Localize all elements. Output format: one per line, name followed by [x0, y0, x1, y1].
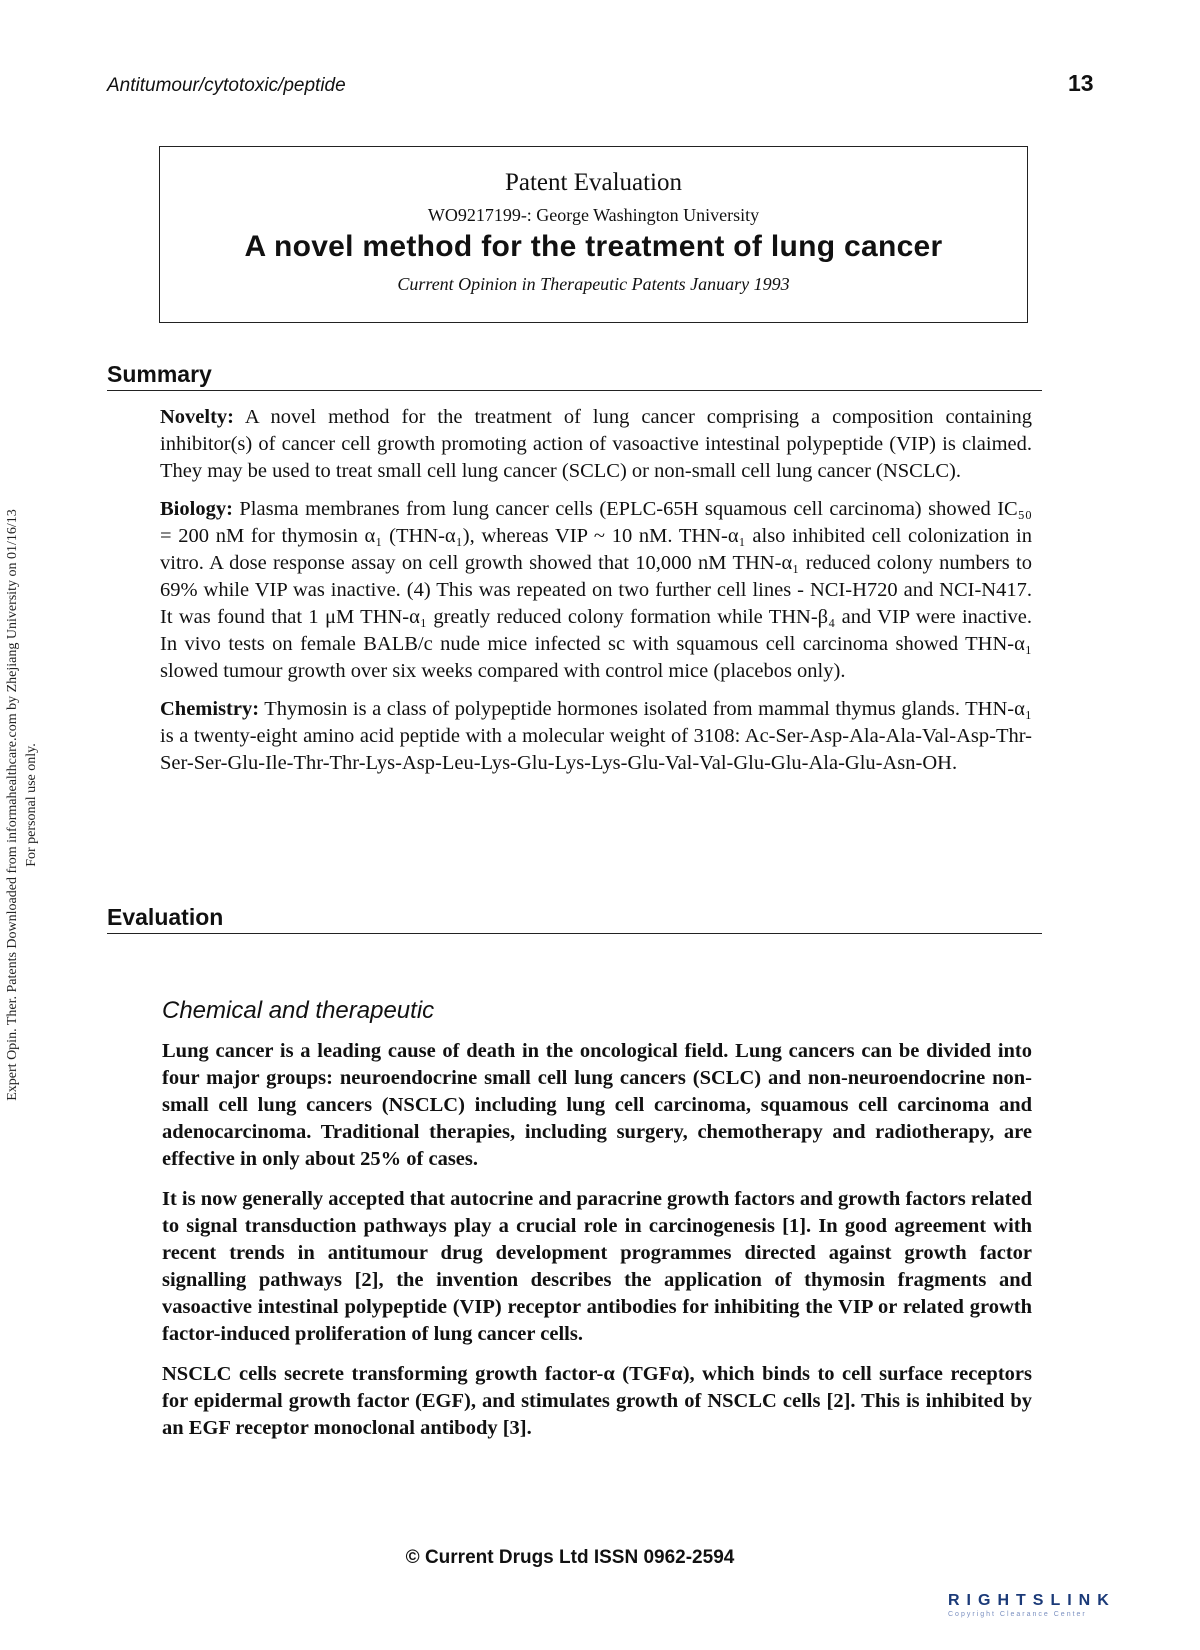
page-number: 13: [1068, 70, 1094, 96]
download-notice-line2: For personal use only.: [24, 743, 39, 867]
novelty-paragraph: [160, 404, 1032, 485]
biology-text: Plasma membranes from lung cancer cells (EPLC-65H squamous cell carcinoma) showed IC₅₀ = 200 nM for thymosin α₁ (THN-α₁), whereas VIP ~ 10 nM. THN-α₁ also inhibited cell colonization in vitro. A dose response assay on cell growth showed that 10,000 nM THN-α₁ reduced colony numbers to 69% while VIP was inactive. (4) This was repeated on two further cell lines - NCI-H720 and NCI-N417. It was found that 1 μM THN-α₁ greatly reduced colony formation while THN-β₄ and VIP were inactive. In vivo tests on female BALB/c nude mice infected sc with squamous cell carcinoma showed THN-α₁ slowed tumour growth over six weeks compared with control mice (placebos only).: [160, 498, 1032, 682]
evaluation-heading: Evaluation: [107, 904, 1042, 934]
title-box: [159, 146, 1028, 323]
rightslink-wordmark: RIGHTSLINK: [948, 1592, 1116, 1609]
summary-body: [160, 404, 1032, 788]
chemistry-label: Chemistry:: [160, 698, 260, 720]
evaluation-body: [162, 1038, 1032, 1455]
patent-number: WO9217199-: George Washington University: [427, 205, 760, 225]
evaluation-paragraph-2: It is now generally accepted that autocrine and paracrine growth factors and growth factors related to signal transduction pathways play a crucial role in carcinogenesis [1]. In good agreement with recent trends in antitumour drug development programmes directed against growth factor signalling pathways [2], the invention describes the application of thymosin fragments and vasoactive intestinal polypeptide (VIP) receptor antibodies for inhibiting the VIP or related growth factor-induced proliferation of lung cancer cells.: [162, 1188, 1032, 1345]
download-notice: [3, 435, 41, 1175]
journal-source: Current Opinion in Therapeutic Patents January 1993: [397, 274, 790, 294]
evaluation-subheading: Chemical and therapeutic: [162, 997, 435, 1024]
chemistry-paragraph: [160, 696, 1032, 777]
rightslink-tagline: Copyright Clearance Center: [948, 1611, 1087, 1618]
biology-paragraph: [160, 496, 1032, 685]
rightslink-logo[interactable]: [948, 1592, 1188, 1618]
novelty-label: Novelty:: [160, 406, 235, 428]
article-title: A novel method for the treatment of lung cancer: [244, 230, 943, 263]
evaluation-paragraph-1: Lung cancer is a leading cause of death in the oncological field. Lung cancers can be divided into four major groups: neuroendocrine small cell lung cancers (SCLC) and non-neuroendocrine non-small cell lung cancers (NSCLC) including lung cell carcinoma, squamous cell carcinoma and adenocarcinoma. Traditional therapies, including surgery, chemotherapy and radiotherapy, are effective in only about 25% of cases.: [162, 1040, 1032, 1170]
box-kicker: Patent Evaluation: [504, 169, 683, 196]
evaluation-paragraph-3: NSCLC cells secrete transforming growth factor-α (TGFα), which binds to cell surface receptors for epidermal growth factor (EGF), and stimulates growth of NSCLC cells [2]. This is inhibited by an EGF receptor monoclonal antibody [3].: [162, 1363, 1032, 1439]
novelty-text: A novel method for the treatment of lung cancer comprising a composition containing inhibitor(s) of cancer cell growth promoting action of vasoactive intestinal polypeptide (VIP) is claimed. They may be used to treat small cell lung cancer (SCLC) or non-small cell lung cancer (NSCLC).: [160, 406, 1032, 482]
chemistry-text: Thymosin is a class of polypeptide hormones isolated from mammal thymus glands. THN-α₁ is a twenty-eight amino acid peptide with a molecular weight of 3108: Ac-Ser-Asp-Ala-Ala-Val-Asp-Thr-Ser-Ser-Glu-Ile-Thr-Thr-Lys-Asp-Leu-Lys-Glu-Lys-Lys-Glu-Val-Val-Glu-Glu-Ala-Glu-Asn-OH.: [160, 698, 1032, 774]
running-head: Antitumour/cytotoxic/peptide: [107, 75, 346, 96]
download-notice-line1: Expert Opin. Ther. Patents Downloaded from informahealthcare.com by Zhejiang University on 01/16/13: [5, 509, 20, 1101]
copyright-footer: © Current Drugs Ltd ISSN 0962-2594: [405, 1547, 735, 1568]
summary-heading: Summary: [107, 361, 1042, 391]
biology-label: Biology:: [160, 498, 233, 520]
